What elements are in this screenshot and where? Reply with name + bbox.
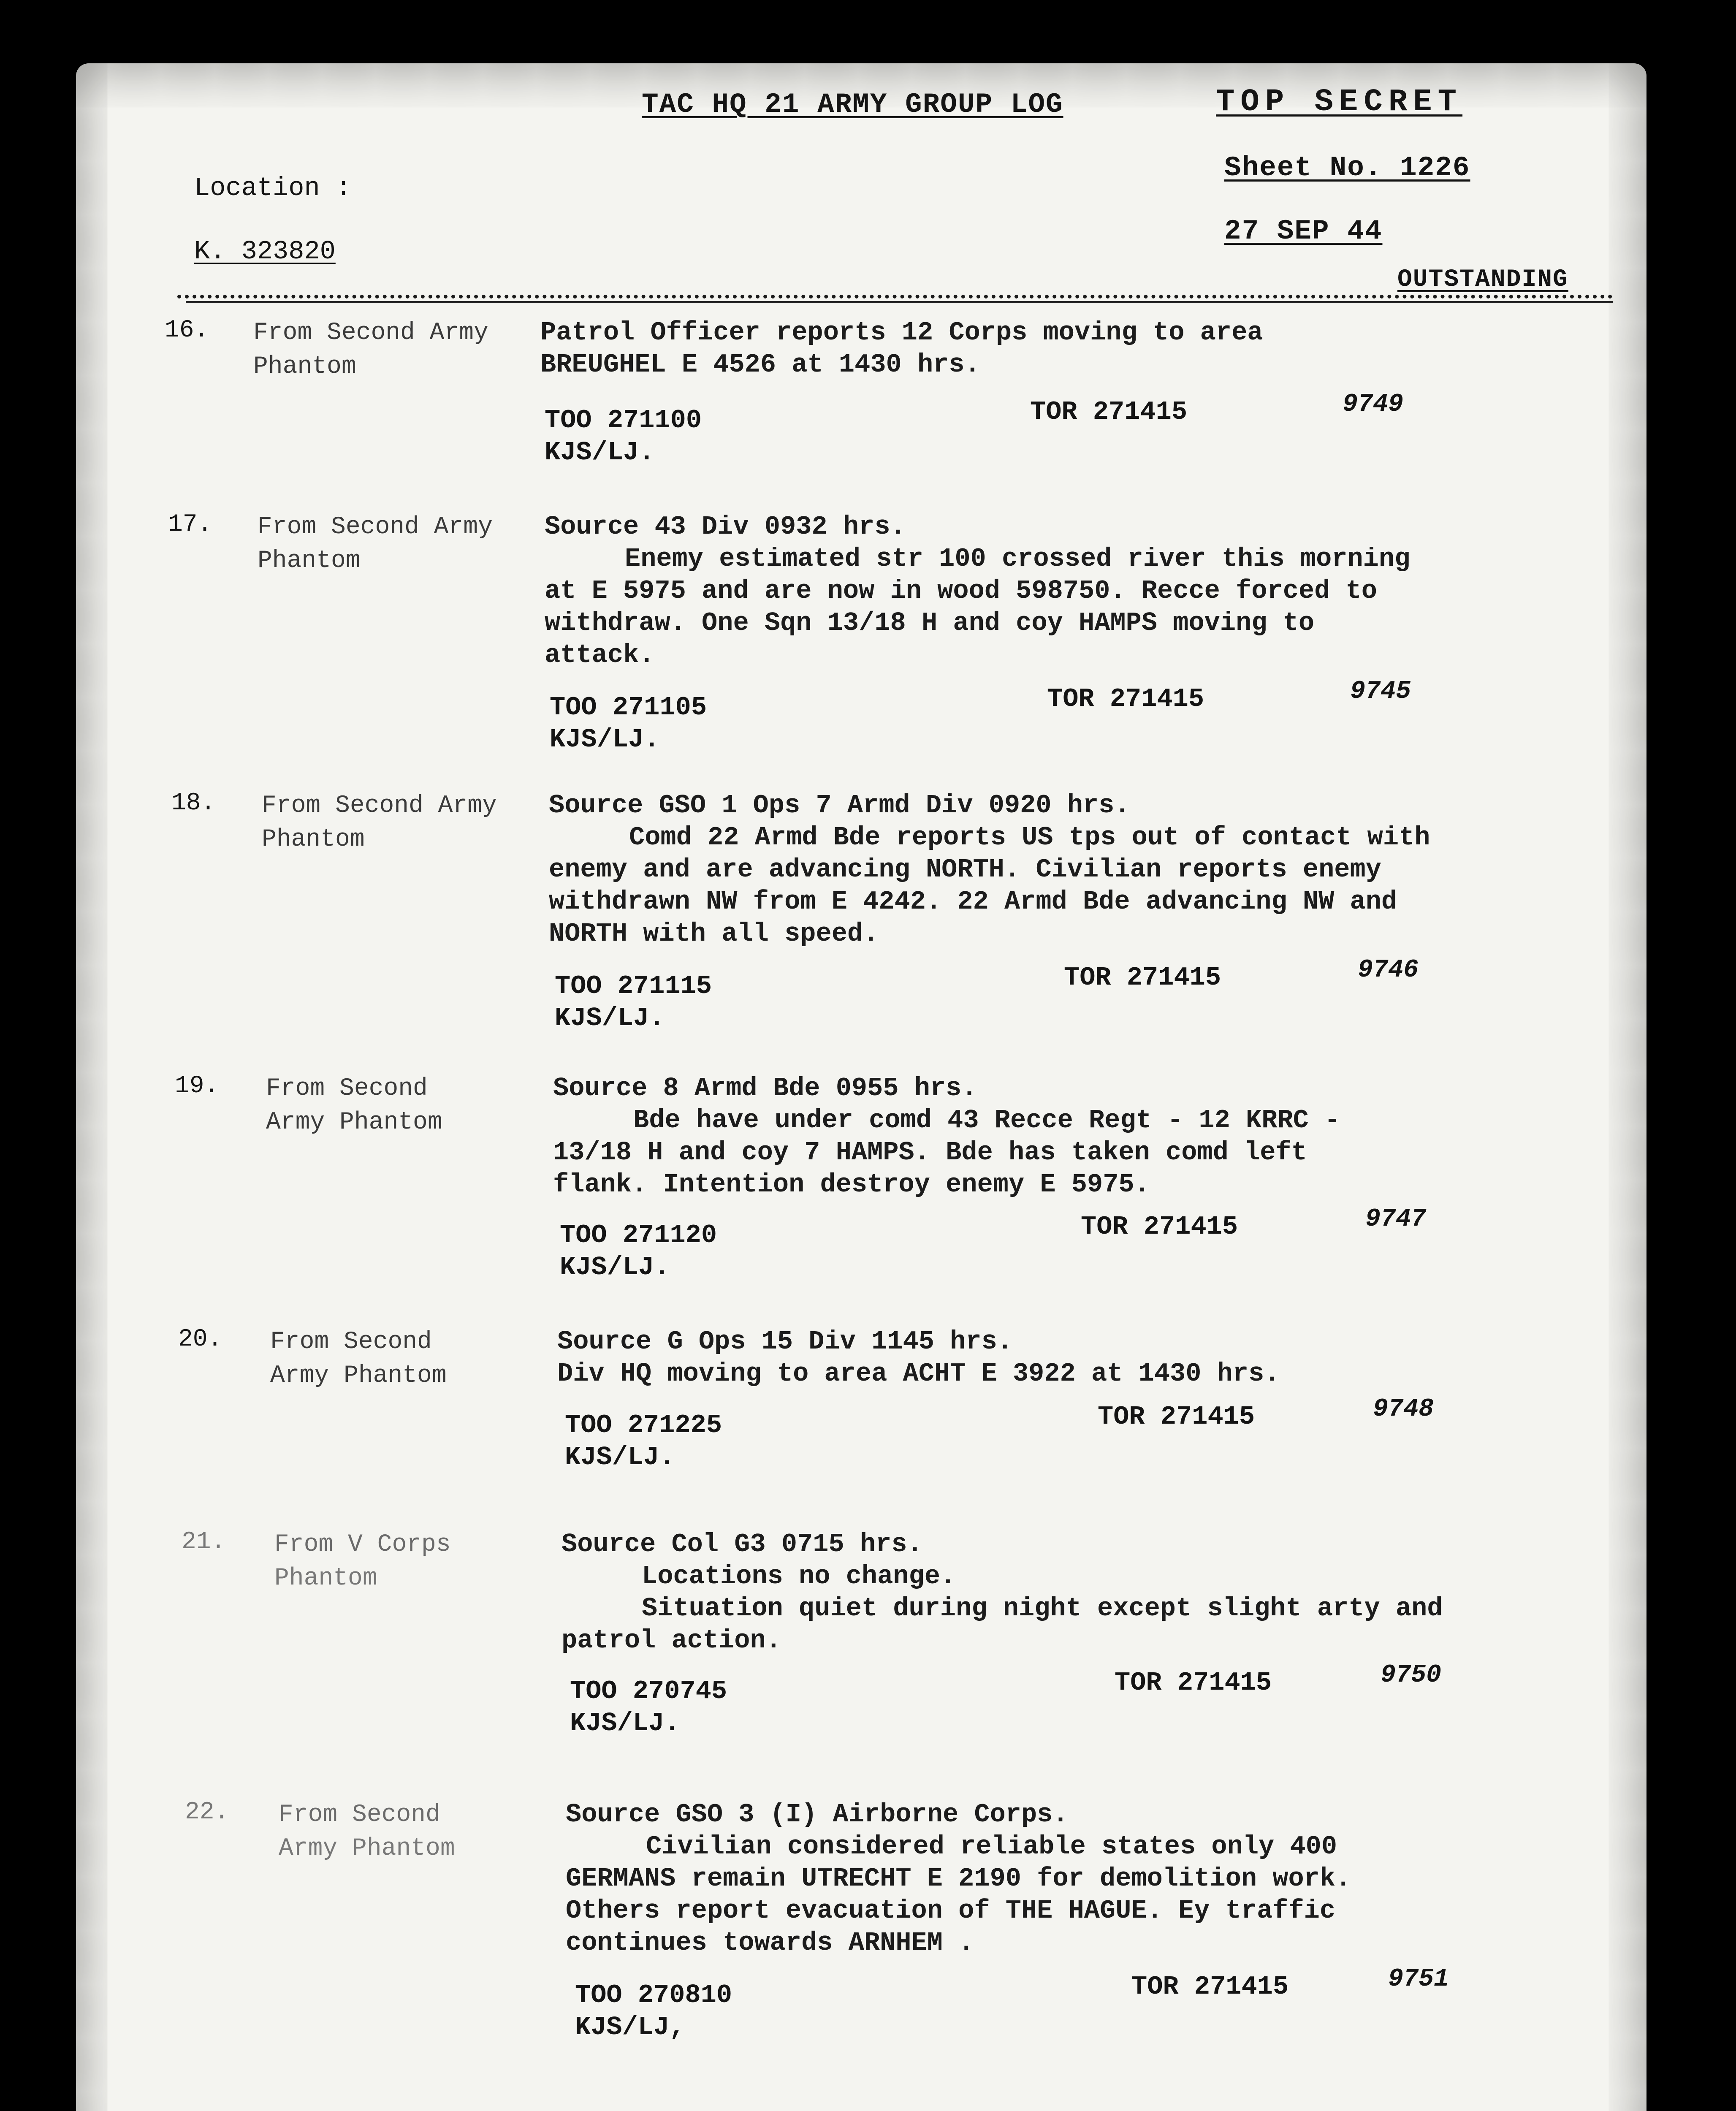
entry-text-line: Locations no change. <box>642 1561 956 1591</box>
entry-text-line: Comd 22 Armd Bde reports US tps out of contact with <box>629 822 1430 852</box>
entry-text-line: NORTH with all speed. <box>549 919 879 949</box>
entry-number: 19. <box>175 1072 219 1100</box>
entry-from-unit: Army Phantom <box>270 1362 447 1389</box>
entry-text-line: enemy and are advancing NORTH. Civilian reports enemy <box>549 855 1381 885</box>
location-label: Location : <box>194 173 352 203</box>
entry-from: From Second <box>270 1328 432 1356</box>
entry-text-line: BREUGHEL E 4526 at 1430 hrs. <box>540 350 980 380</box>
entry-text-line: attack. <box>545 640 655 670</box>
entry-from-unit: Phantom <box>274 1565 377 1592</box>
entry-text-line: Patrol Officer reports 12 Corps moving to area <box>540 317 1263 347</box>
entry-text-line: Source 43 Div 0932 hrs. <box>545 512 906 542</box>
entry-number: 22. <box>185 1799 229 1826</box>
time-of-receipt: TOR 271415 <box>1047 684 1204 714</box>
entry-text-line: withdrawn NW from E 4242. 22 Armd Bde advancing NW and <box>549 887 1397 917</box>
log-date: 27 SEP 44 <box>1224 215 1383 247</box>
time-of-origin: TOO 271105 <box>550 692 707 722</box>
serial-number: 9751 <box>1388 1965 1449 1994</box>
entry-number: 16. <box>165 317 209 344</box>
document-title: TAC HQ 21 ARMY GROUP LOG <box>642 89 1063 120</box>
time-of-receipt: TOR 271415 <box>1081 1212 1238 1242</box>
entry-text-line: Situation quiet during night except slight arty and <box>642 1593 1443 1623</box>
operator-initials: KJS/LJ. <box>555 1003 665 1033</box>
header-divider <box>177 295 1613 298</box>
serial-number: 9747 <box>1365 1205 1427 1234</box>
entry-from-unit: Army Phantom <box>266 1109 442 1136</box>
entry-from: From Second <box>266 1075 428 1102</box>
entry-number: 21. <box>182 1528 226 1556</box>
entry-number: 18. <box>171 790 216 817</box>
entry-from-unit: Army Phantom <box>279 1835 455 1862</box>
entry-number: 17. <box>168 511 212 538</box>
entry-text-line: continues towards ARNHEM . <box>566 1928 974 1958</box>
time-of-origin: TOO 271100 <box>545 405 702 435</box>
entry-from: From Second Army <box>258 513 493 541</box>
entry-text-line: Enemy estimated str 100 crossed river this morning <box>625 544 1410 574</box>
time-of-origin: TOO 270745 <box>570 1676 727 1706</box>
entry-from-unit: Phantom <box>253 353 356 380</box>
serial-number: 9749 <box>1343 390 1404 419</box>
serial-number: 9745 <box>1350 677 1411 706</box>
time-of-receipt: TOR 271415 <box>1098 1402 1255 1432</box>
entry-text-line: Source GSO 1 Ops 7 Armd Div 0920 hrs. <box>549 790 1130 820</box>
operator-initials: KJS/LJ. <box>570 1708 680 1738</box>
time-of-origin: TOO 271225 <box>565 1410 722 1440</box>
time-of-receipt: TOR 271415 <box>1030 397 1188 427</box>
serial-number: 9750 <box>1381 1661 1442 1690</box>
time-of-receipt: TOR 271415 <box>1131 1972 1289 2002</box>
entry-from-unit: Phantom <box>262 826 365 853</box>
entry-text-line: withdraw. One Sqn 13/18 H and coy HAMPS moving to <box>545 608 1315 638</box>
serial-number: 9746 <box>1358 956 1419 985</box>
sheet-number: Sheet No. 1226 <box>1224 152 1470 184</box>
log-sheet <box>76 63 1646 2111</box>
entry-text-line: Others report evacuation of THE HAGUE. Ey traffic <box>566 1896 1336 1926</box>
entry-text-line: Div HQ moving to area ACHT E 3922 at 1430 hrs. <box>557 1359 1280 1389</box>
operator-initials: KJS/LJ. <box>545 437 655 467</box>
entry-text-line: at E 5975 and are now in wood 598750. Recce forced to <box>545 576 1377 606</box>
entry-text-line: patrol action. <box>561 1625 781 1655</box>
entry-text-line: Bde have under comd 43 Recce Regt - 12 KRRC - <box>633 1105 1340 1135</box>
entry-from: From Second <box>279 1801 440 1829</box>
operator-initials: KJS/LJ. <box>565 1442 675 1472</box>
entry-number: 20. <box>178 1326 222 1353</box>
serial-number: 9748 <box>1373 1395 1434 1424</box>
time-of-receipt: TOR 271415 <box>1115 1668 1272 1698</box>
outstanding-label: OUTSTANDING <box>1397 266 1568 293</box>
entry-text-line: flank. Intention destroy enemy E 5975. <box>553 1169 1150 1199</box>
time-of-origin: TOO 270810 <box>575 1980 732 2010</box>
entry-from: From Second Army <box>262 792 497 819</box>
operator-initials: KJS/LJ. <box>550 724 660 754</box>
entry-text-line: Source 8 Armd Bde 0955 hrs. <box>553 1073 977 1103</box>
time-of-receipt: TOR 271415 <box>1064 963 1221 993</box>
entry-text-line: 13/18 H and coy 7 HAMPS. Bde has taken comd left <box>553 1137 1307 1167</box>
header-divider-line <box>186 301 1613 303</box>
entry-from: From V Corps <box>274 1531 451 1558</box>
time-of-origin: TOO 271120 <box>560 1220 717 1250</box>
entry-text-line: Civilian considered reliable states only 400 <box>646 1832 1337 1861</box>
entry-text-line: Source G Ops 15 Div 1145 hrs. <box>557 1327 1013 1357</box>
location-value: K. 323820 <box>194 236 336 266</box>
entry-text-line: GERMANS remain UTRECHT E 2190 for demolition work. <box>566 1864 1351 1894</box>
operator-initials: KJS/LJ, <box>575 2012 685 2042</box>
entry-from: From Second Army <box>253 319 488 347</box>
entry-from-unit: Phantom <box>258 547 361 575</box>
entry-text-line: Source Col G3 0715 hrs. <box>561 1529 923 1559</box>
operator-initials: KJS/LJ. <box>560 1252 670 1282</box>
classification-marking: TOP SECRET <box>1216 84 1463 120</box>
entry-text-line: Source GSO 3 (I) Airborne Corps. <box>566 1799 1069 1829</box>
time-of-origin: TOO 271115 <box>555 971 712 1001</box>
